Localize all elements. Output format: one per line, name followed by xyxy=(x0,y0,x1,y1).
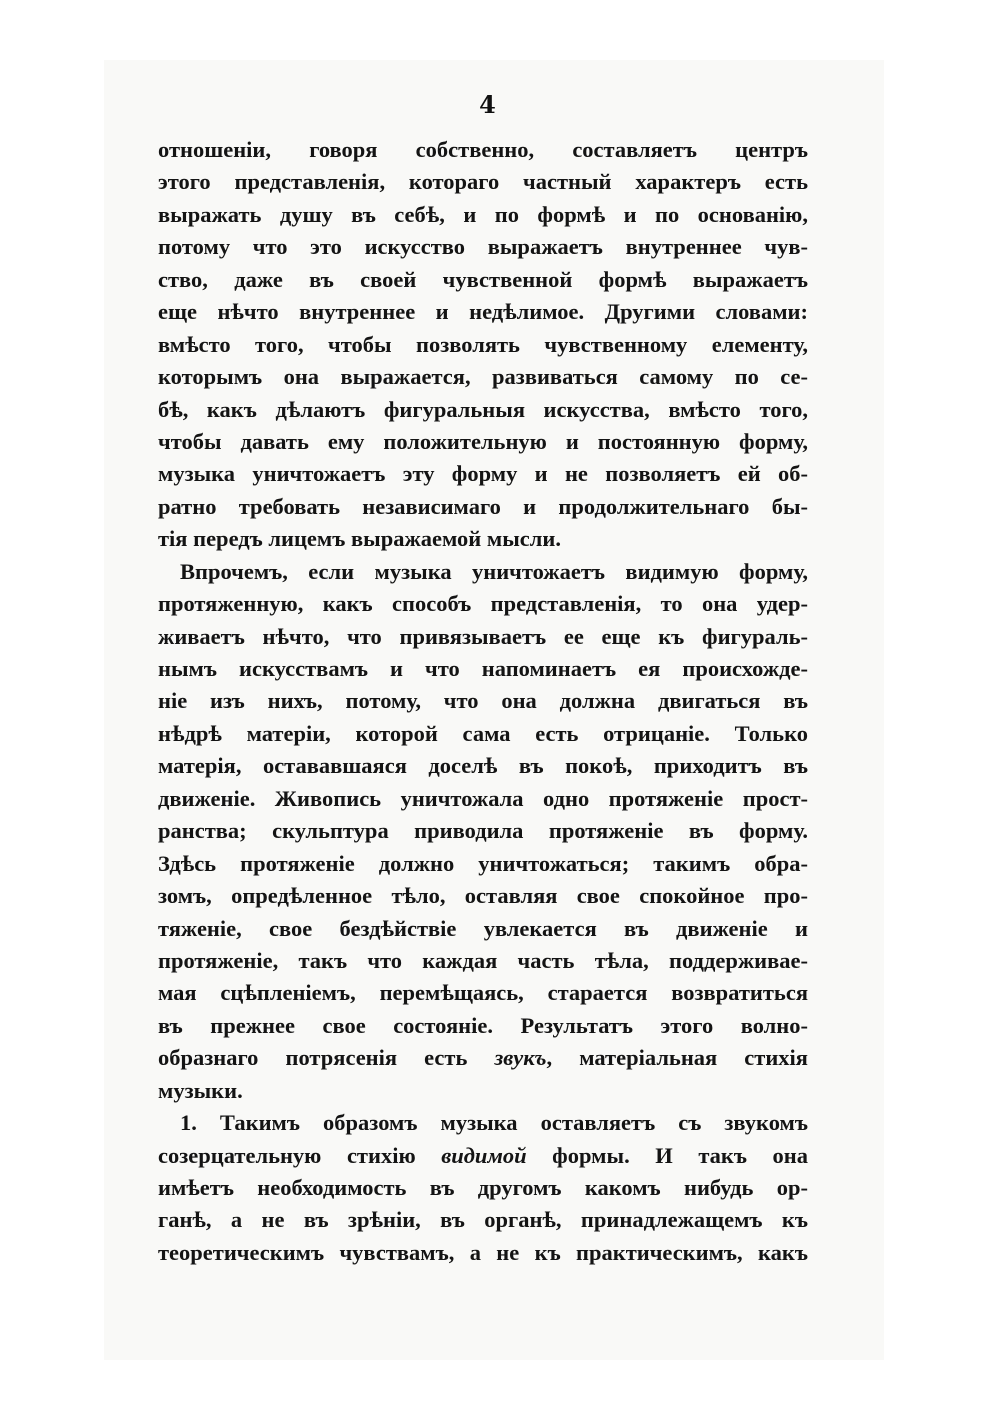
paragraph-2 xyxy=(158,556,808,1107)
paragraph-1 xyxy=(158,134,808,556)
text-segment: формы. И такъ она xyxy=(526,1142,808,1168)
text-segment: созерцательную стихію xyxy=(158,1142,442,1168)
text-line: имѣетъ необходимость въ другомъ какомъ нибудь ор- xyxy=(158,1175,808,1200)
text-line: которымъ она выражается, развиваться самому по се- xyxy=(158,364,808,390)
text-line: отношеніи, говоря собственно, составляетъ центръ xyxy=(158,137,808,162)
text-segment: , матеріальная стихія xyxy=(546,1045,808,1071)
text-line: тяженіе, свое бездѣйствіе увлекается въ движеніе и xyxy=(158,915,808,941)
italic-term-zvuk: звукъ xyxy=(494,1045,547,1071)
text-line: чтобы давать ему положительную и постоянную форму, xyxy=(158,428,808,454)
text-line: ніе изъ нихъ, потому, что она должна двигаться въ xyxy=(158,688,808,714)
text-line: бѣ, какъ дѣлаютъ фигуральныя искусства, вмѣсто того, xyxy=(158,396,808,422)
text-line: музыка уничтожаетъ эту форму и не позволяетъ ей об- xyxy=(158,461,808,487)
text-line: нѣдрѣ матеріи, которой сама есть отрицаніе. Только xyxy=(158,720,808,746)
text-line: матерія, остававшаяся доселѣ въ покоѣ, приходитъ въ xyxy=(158,753,808,779)
text-line: еще нѣчто внутреннее и недѣлимое. Другими словами: xyxy=(158,299,808,325)
text-line: въ прежнее свое состояніе. Результатъ этого волно- xyxy=(158,1012,808,1038)
text-line: музыки. xyxy=(158,1077,243,1103)
page-number: 4 xyxy=(479,90,496,119)
body-text xyxy=(158,134,808,1269)
text-line: 1. Такимъ образомъ музыка оставляетъ съ звукомъ xyxy=(180,1110,808,1136)
text-line: ство, даже въ своей чувственной формѣ выражаетъ xyxy=(158,266,808,292)
text-line: Здѣсь протяженіе должно уничтожаться; такимъ обра- xyxy=(158,850,808,876)
text-line: движеніе. Живопись уничтожала одно протяженіе прост- xyxy=(158,785,808,811)
text-line: тія передъ лицемъ выражаемой мысли. xyxy=(158,526,561,552)
text-line: теоретическимъ чувствамъ, а не къ практическимъ, какъ xyxy=(158,1239,808,1265)
text-line xyxy=(158,1042,808,1074)
text-line: потому что это искусство выражаетъ внутреннее чув- xyxy=(158,234,808,260)
text-line: мая сцѣпленіемъ, перемѣщаясь, старается возвратиться xyxy=(158,980,808,1006)
text-line: выражать душу въ себѣ, и по формѣ и по основанію, xyxy=(158,201,808,227)
paragraph-3 xyxy=(158,1107,808,1269)
text-segment: образнаго потрясенія есть xyxy=(158,1045,495,1071)
text-line: Впрочемъ, если музыка уничтожаетъ видимую форму, xyxy=(180,558,808,584)
text-line: ранства; скульптура приводила протяженіе въ форму. xyxy=(158,818,808,844)
text-line: протяженную, какъ способъ представленія, то она удер- xyxy=(158,591,808,617)
text-line: ганѣ, а не въ зрѣніи, въ органѣ, принадлежащемъ къ xyxy=(158,1207,808,1233)
italic-term-vidimoi: видимой xyxy=(441,1142,527,1168)
text-line: живаетъ нѣчто, что привязываетъ ее еще къ фигураль- xyxy=(158,623,808,649)
text-line: этого представленія, котораго частный характеръ есть xyxy=(158,169,808,195)
text-line: ратно требовать независимаго и продолжительнаго бы- xyxy=(158,493,808,519)
text-line xyxy=(158,1140,808,1172)
text-line: зомъ, опредѣленное тѣло, оставляя свое спокойное про- xyxy=(158,883,808,909)
text-line: протяженіе, такъ что каждая часть тѣла, поддерживае- xyxy=(158,947,808,973)
text-line: нымъ искусствамъ и что напоминаетъ ея происхожде- xyxy=(158,656,808,681)
text-line: вмѣсто того, чтобы позволять чувственному елементу, xyxy=(158,331,808,357)
